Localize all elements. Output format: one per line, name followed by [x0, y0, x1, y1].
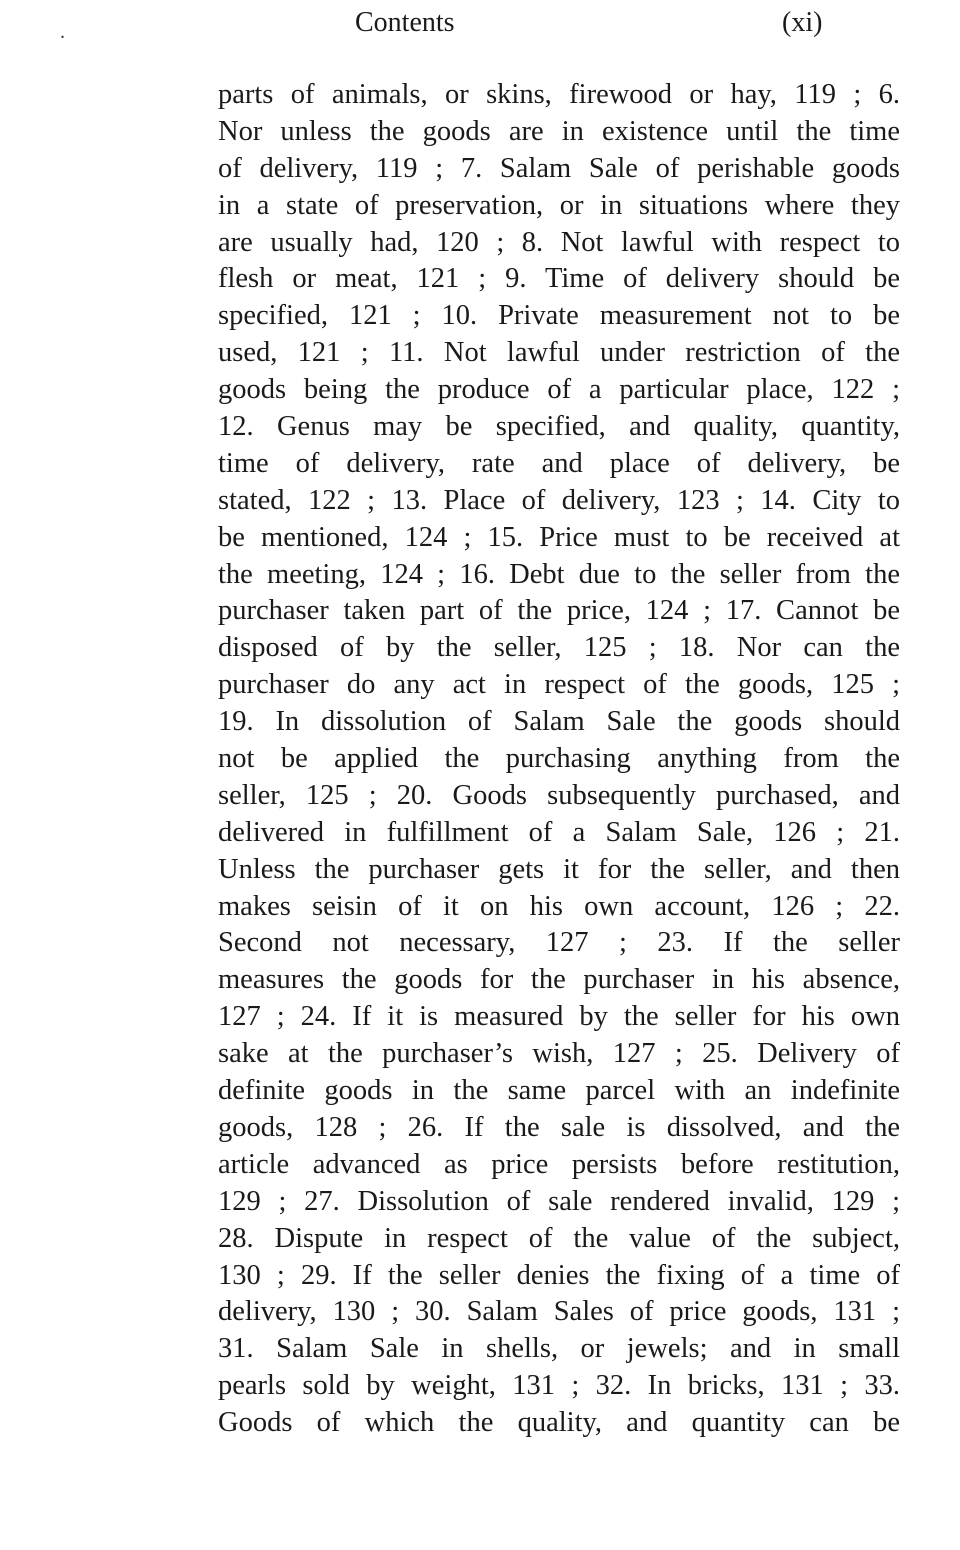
text-line: Second not necessary, 127 ; 23. If the seller: [218, 927, 900, 959]
text-line: purchaser taken part of the price, 124 ; 17. Cannot be: [218, 595, 900, 627]
text-line: Unless the purchaser gets it for the seller, and then: [218, 853, 900, 885]
text-line: flesh or meat, 121 ; 9. Time of delivery should be: [218, 263, 900, 295]
text-line: Goods of which the quality, and quantity can be: [218, 1407, 900, 1439]
text-line: 129 ; 27. Dissolution of sale rendered invalid, 129 ;: [218, 1185, 900, 1217]
text-line: not be applied the purchasing anything from the: [218, 743, 900, 775]
text-line: used, 121 ; 11. Not lawful under restriction of the: [218, 337, 900, 369]
text-line: definite goods in the same parcel with an indefinite: [218, 1075, 900, 1107]
text-line: delivered in fulfillment of a Salam Sale, 126 ; 21.: [218, 816, 900, 848]
text-line: 19. In dissolution of Salam Sale the goods should: [218, 706, 900, 738]
stray-mark: .: [60, 21, 65, 43]
text-line: pearls sold by weight, 131 ; 32. In bricks, 131 ; 33.: [218, 1370, 900, 1402]
text-line: disposed of by the seller, 125 ; 18. Nor can the: [218, 632, 900, 664]
text-line: parts of animals, or skins, firewood or hay, 119 ; 6.: [218, 79, 900, 110]
text-line: are usually had, 120 ; 8. Not lawful with respect to: [218, 226, 900, 258]
text-line: goods being the produce of a particular place, 122 ;: [218, 374, 900, 406]
text-line: goods, 128 ; 26. If the sale is dissolved, and the: [218, 1111, 900, 1143]
contents-body: [218, 77, 900, 1442]
text-line: sake at the purchaser’s wish, 127 ; 25. Delivery of: [218, 1038, 900, 1070]
text-line: stated, 122 ; 13. Place of delivery, 123 ; 14. City to: [218, 484, 900, 516]
text-line: delivery, 130 ; 30. Salam Sales of price goods, 131 ;: [218, 1296, 900, 1328]
text-line: in a state of preservation, or in situations where they: [218, 189, 900, 221]
text-line: 130 ; 29. If the seller denies the fixing of a time of: [218, 1259, 900, 1291]
text-line: 31. Salam Sale in shells, or jewels; and in small: [218, 1333, 900, 1365]
page-number: (xi): [782, 7, 823, 38]
text-line: seller, 125 ; 20. Goods subsequently purchased, and: [218, 779, 900, 811]
text-line: 28. Dispute in respect of the value of the subject,: [218, 1222, 900, 1254]
text-line: article advanced as price persists before restitution,: [218, 1148, 900, 1180]
text-line: purchaser do any act in respect of the goods, 125 ;: [218, 669, 900, 701]
text-line: measures the goods for the purchaser in his absence,: [218, 964, 900, 996]
text-line: be mentioned, 124 ; 15. Price must to be received at: [218, 521, 900, 553]
running-head: [0, 6, 960, 43]
text-line: time of delivery, rate and place of delivery, be: [218, 447, 900, 479]
text-line: of delivery, 119 ; 7. Salam Sale of perishable goods: [218, 152, 900, 184]
running-title: Contents: [355, 7, 455, 38]
text-line: 127 ; 24. If it is measured by the seller for his own: [218, 1001, 900, 1033]
text-line: 12. Genus may be specified, and quality, quantity,: [218, 411, 900, 443]
text-line: makes seisin of it on his own account, 126 ; 22.: [218, 890, 900, 922]
text-line: Nor unless the goods are in existence until the time: [218, 115, 900, 147]
text-line: specified, 121 ; 10. Private measurement not to be: [218, 300, 900, 332]
text-line: the meeting, 124 ; 16. Debt due to the seller from the: [218, 558, 900, 590]
